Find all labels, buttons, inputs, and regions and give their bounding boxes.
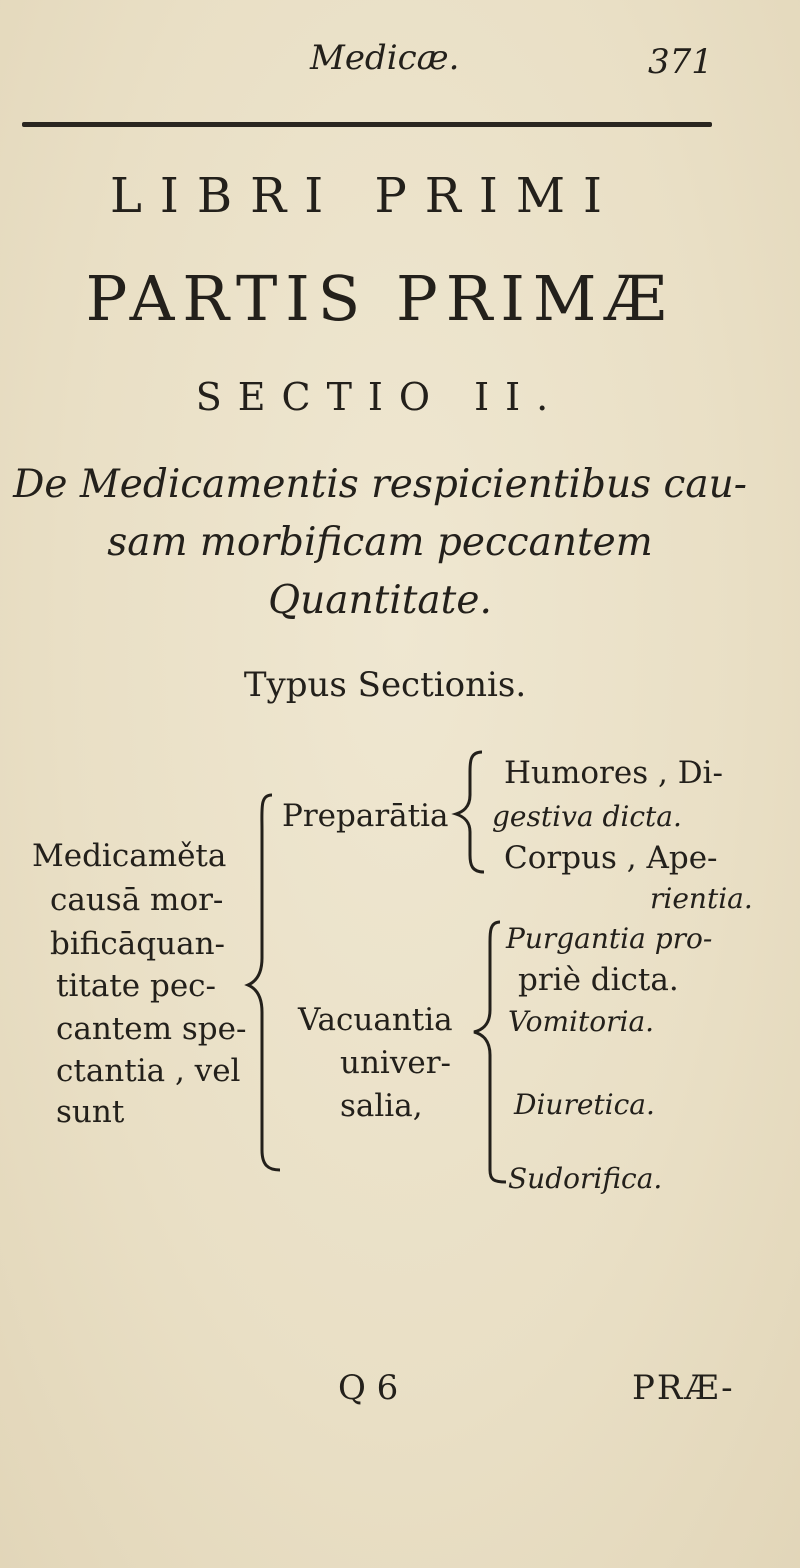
root-brace xyxy=(248,795,280,1170)
typus-heading: Typus Sectionis. xyxy=(243,665,527,705)
humores-line-1: Humores , Di- xyxy=(504,755,723,791)
signature-mark: Q 6 xyxy=(338,1368,399,1408)
root-line-6: ctantia , vel xyxy=(56,1053,241,1089)
root-line-2: causā mor- xyxy=(50,882,224,918)
subtitle-line-1: De Medicamentis respicientibus cau- xyxy=(13,462,747,507)
diuretica-label: Diuretica. xyxy=(514,1088,655,1121)
root-line-3: bificāquan- xyxy=(50,926,226,962)
vacuantia-brace xyxy=(474,922,506,1182)
root-line-7: sunt xyxy=(56,1094,125,1130)
part-title: PARTIS PRIMÆ xyxy=(85,262,675,335)
purgantia-label: Purgantia pro- xyxy=(506,922,713,955)
root-line-5: cantem spe- xyxy=(56,1011,247,1047)
catchword: PRÆ- xyxy=(632,1368,735,1408)
corpus-line-2: rientia. xyxy=(650,882,753,915)
page-number: 371 xyxy=(648,42,713,82)
root-line-1: Medicaměta xyxy=(32,838,227,874)
vacuantia-line-1: Vacuantia xyxy=(298,1002,453,1038)
humores-line-2: gestiva dicta. xyxy=(492,800,682,833)
book-title: LIBRI PRIMI xyxy=(110,168,620,224)
subtitle-line-2: sam morbificam peccantem xyxy=(107,520,653,565)
vomitoria-label: Vomitoria. xyxy=(508,1005,655,1038)
running-head: Medicæ. xyxy=(310,38,460,78)
vacuantia-line-2: univer- xyxy=(340,1045,451,1081)
purgantia-line-2: priè dicta. xyxy=(518,962,679,998)
sudorifica-label: Sudorifica. xyxy=(508,1162,663,1195)
corpus-line-1: Corpus , Ape- xyxy=(504,840,718,876)
subtitle-line-3: Quantitate. xyxy=(268,578,492,623)
vacuantia-line-3: salia, xyxy=(340,1088,423,1124)
root-line-4: titate pec- xyxy=(56,968,216,1004)
preparantia-brace xyxy=(456,752,484,872)
preparantia-label: Preparātia xyxy=(282,798,449,834)
section-title: SECTIO II. xyxy=(195,375,565,419)
